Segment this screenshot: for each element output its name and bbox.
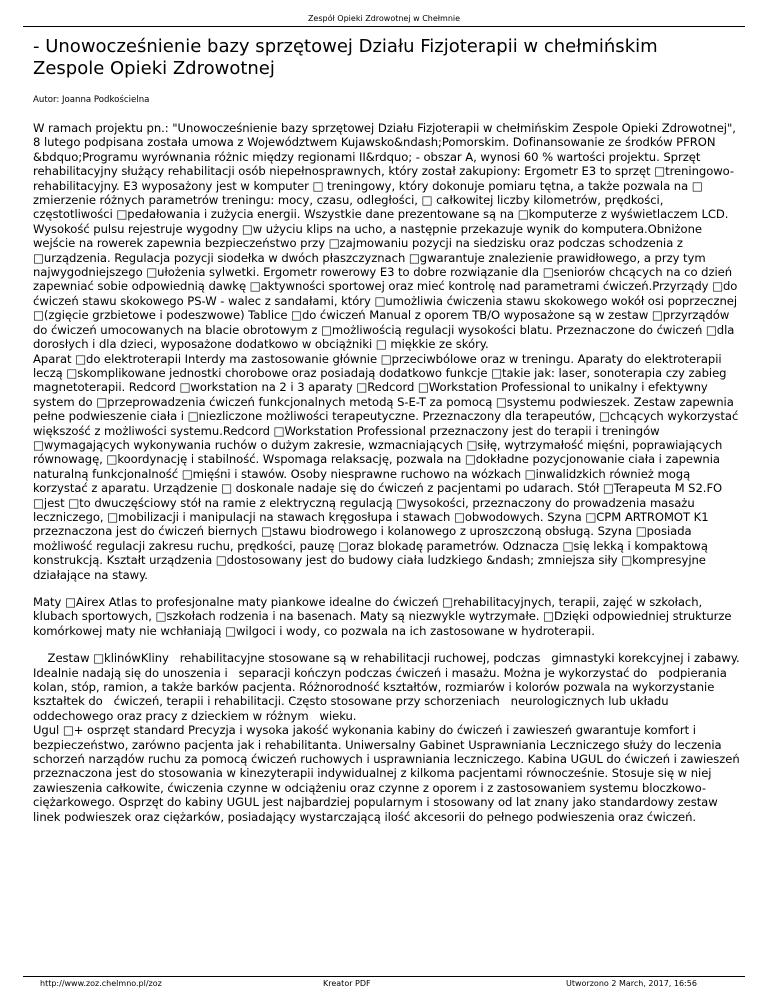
article-author: Autor: Joanna Podkościelna: [33, 95, 150, 105]
footer-generator: Kreator PDF: [323, 979, 371, 988]
header-divider: [23, 26, 745, 27]
page-header: Zespół Opieki Zdrowotnej w Chełmnie: [307, 14, 461, 23]
footer-divider: [23, 976, 745, 977]
article-title: - Unowocześnienie bazy sprzętowej Działu Fizjoterapii w chełmińskim Zespole Opieki Zdrowotnej: [33, 36, 658, 79]
paragraph-ugul: Ugul □+ osprzęt standard Precyzja i wysoka jakość wykonania kabiny do ćwiczeń i zawieszeń gwarantuje komfort i bezpieczeństwo, zarówno pacjenta jak i rehabilitanta. Uniwersalny Gabinet Usprawniania Leczniczego służy do leczenia schorzeń narządów ruchu za pomocą ćwiczeń ruchowych i usprawniania leczniczego. Kabina UGUL do ćwiczeń i zawieszeń przeznaczona jest do stosowania w kinezyterapii indywidualnej z kilkoma pacjentami równocześnie. Stosuje się w niej zawieszenia całkowite, ćwiczenia czynne w odciążeniu oraz czynne z oporem i z zastosowaniem systemu bloczkowo-ciężarkowego. Osprzęt do kabiny UGUL jest najbardziej popularnym i stosowany od lat znany jako standardowy zestaw linek podwieszek oraz ciężarków, posiadający wystarczającą ilość akcesorii do pełnego podwieszenia oraz ćwiczeń.: [33, 723, 740, 824]
footer-url-link[interactable]: http://www.zoz.chelmno.pl/zoz: [40, 979, 162, 988]
paragraph-ergometer: W ramach projektu pn.: "Unowocześnienie bazy sprzętowej Działu Fizjoterapii w chełmińskim Zespole Opieki Zdrowotnej", 8 lutego podpisana została umowa z Województwem Kujawsko&ndash;Pomorskim. Dofinansowanie ze środków PFRON &bdquo;Programu wyrównania różnic między regionami II&rdquo; - obszar A, wynosi 60 % wartości projektu. Sprzęt rehabilitacyjny służący rehabilitacji osób niepełnosprawnych, który został zakupiony: Ergometr E3 to sprzęt □treningowo-rehabilitacyjny. E3 wyposażony jest w komputer □ treningowy, który dokonuje pomiaru tętna, a także pozwala na □ zmierzenie różnych parametrów treningu: mocy, czasu, odległości, □ całkowitej liczby kilometrów, prędkości, częstotliwości □pedałowania i zużycia energii. Wszystkie dane prezentowane są na □komputerze z wyświetlaczem LCD. Wysokość pulsu rejestruje wygodny □w użyciu klips na ucho, a następnie przekazuje wynik do komputera.Obniżone wejście na rowerek zapewnia bezpieczeństwo przy □zajmowaniu pozycji na siedzisku oraz podczas schodzenia z □urządzenia. Regulacja pozycji siodełka w dwóch płaszczyznach □gwarantuje znalezienie prawidłowego, a przy tym najwygodniejszego □ułożenia sylwetki. Ergometr rowerowy E3 to dobre rozwiązanie dla □seniorów chcących na co dzień zapewniać sobie odpowiednią dawkę □aktywności sportowej oraz mieć kontrolę nad parametrami ćwiczeń.Przyrządy □do ćwiczeń stawu skokowego PS-W - walec z sandałami, który □umożliwia ćwiczenia stawu skokowego wokół osi poprzecznej □(zgięcie grzbietowe i podeszwowe) Tablice □do ćwiczeń Manual z oporem TB/O wyposażone są w zestaw □przyrządów do ćwiczeń umocowanych na blacie obrotowym z □możliwością regulacji wysokości blatu. Przeznaczone do ćwiczeń □dla dorosłych i dla dzieci, wyposażone dodatkowo w obciążniki □ miękkie ze skóry.: [33, 121, 738, 352]
page-footer: [0, 979, 768, 989]
paragraph-electrotherapy: Aparat □do elektroterapii Interdy ma zastosowanie głównie □przeciwbólowe oraz w treningu. Aparaty do elektroterapii leczą □skomplikowane jednostki chorobowe oraz posiadają dodatkowo funkcje □takie jak: laser, sonoterapia czy zabieg magnetoterapii. Redcord □workstation na 2 i 3 aparaty □Redcord □Workstation Professional to unikalny i efektywny system do □przeprowadzenia ćwiczeń funkcjonalnych metodą S-E-T za pomocą □systemu podwieszek. Zestaw zapewnia pełne podwieszenie ciała i □niezliczone możliwości terapeutyczne. Przeznaczony dla terapeutów, □chcących wykorzystać większość z możliwości systemu.Redcord □Workstation Professional przeznaczony jest do terapii i treningów □wymagających wykonywania ruchów o dużym zakresie, wzmacniających □siłę, wytrzymałość mięśni, poprawiających równowagę, □koordynację i stabilność. Wspomaga relaksację, pozwala na □dokładne pozycjonowanie ciała i zapewnia naturalną funkcjonalność □mięśni i stawów. Osoby niesprawne ruchowo na wózkach □inwalidzkich również mogą korzystać z aparatu. Urządzenie □ doskonale nadaje się do ćwiczeń z pacjentami po udarach. Stół □Terapeuta M S2.FO □jest □to dwuczęściowy stół na ramie z elektryczną regulacją □wysokości, przeznaczony do prowadzenia masażu leczniczego, □mobilizacji i manipulacji na stawach kręgosłupa i stawach □obwodowych. Szyna □CPM ARTROMOT K1 przeznaczona jest do ćwiczeń biernych □stawu biodrowego i kolanowego z uproszczoną obsługą. Szyna □posiada możliwość regulacji zakresu ruchu, prędkości, pauzę □oraz blokadę parametrów. Odznacza □się lekką i kompaktową konstrukcją. Kształt urządzenia □dostosowany jest do budowy ciała ludzkiego &ndash; zmniejsza siły □kompresyjne działające na stawy.: [33, 351, 739, 582]
paragraph-mats: Maty □Airex Atlas to profesjonalne maty piankowe idealne do ćwiczeń □rehabilitacyjnych, terapii, zajęć w szkołach, klubach sportowych, □szkołach rodzenia i na basenach. Maty są niezwykle wytrzymałe. □Dzięki odpowiedniej strukturze komórkowej maty nie wchłaniają □wilgoci i wody, co pozwala na ich zastosowane w hydroterapii.: [33, 595, 732, 638]
footer-created-date: Utworzono 2 March, 2017, 16:56: [566, 979, 697, 988]
article-body: [33, 121, 745, 824]
paragraph-wedges: Zestaw □klinówKliny rehabilitacyjne stosowane są w rehabilitacji ruchowej, podczas gimnastyki korekcyjnej i zabawy. Idealnie nadają się do unoszenia i separacji kończyn podczas ćwiczeń i masażu. Można je wykorzystać do podpierania kolan, stóp, ramion, a także barków pacjenta. Różnorodność kształtów, rozmiarów i kolorów pozwala na wykorzystanie kształtek do ćwiczeń, terapii i rehabilitacji. Często stosowane przy schorzeniach neurologicznych lub układu oddechowego oraz pracy z dzieckiem w różnym wieku.: [33, 651, 744, 723]
